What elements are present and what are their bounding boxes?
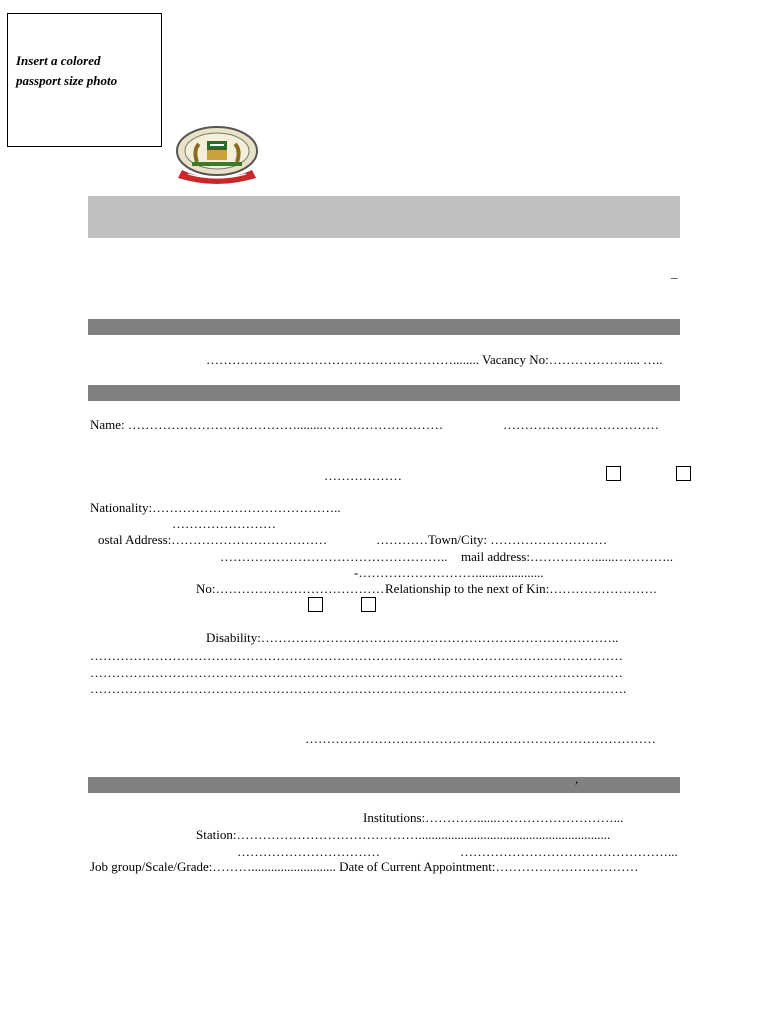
disability-line-3[interactable]: …………………………………………………………………………………………………………….	[90, 681, 627, 696]
photo-instruction-line2: passport size photo	[16, 73, 118, 88]
checkbox-2[interactable]	[676, 466, 691, 481]
form-title-band	[88, 196, 680, 238]
passport-photo-box	[7, 13, 162, 147]
town-city-field[interactable]: …………Town/City: ………………………	[376, 532, 608, 547]
checkbox-no[interactable]	[361, 597, 376, 612]
email-left-dots[interactable]: ……………………………………………..	[220, 549, 448, 564]
disability-field[interactable]: Disability:………………………………………………………………………..	[206, 630, 619, 645]
name-right-field[interactable]: ………………………………	[503, 417, 659, 432]
employment-left-dots[interactable]: ……………………………	[237, 844, 380, 859]
vacancy-number-field[interactable]: Vacancy No:……………….... …..	[482, 352, 663, 367]
vacancy-dots: …………………………………………………........	[206, 352, 479, 367]
name-field[interactable]: Name: …………………………………........…….…………………	[90, 417, 444, 432]
kin-dots-field[interactable]: -……………………….....................	[354, 565, 544, 580]
section-band-employment	[88, 777, 680, 793]
email-address-field[interactable]: mail address:……………......…………..	[461, 549, 673, 564]
stray-comma: ,	[575, 771, 579, 786]
institutions-field[interactable]: Institutions:…………......………………………...	[363, 810, 624, 825]
coat-of-arms-icon	[174, 124, 260, 184]
postal-dots-field[interactable]: ……………………	[172, 516, 276, 531]
station-field[interactable]: Station:……………………………………...........................................................	[196, 827, 611, 842]
checkbox-1[interactable]	[606, 466, 621, 481]
disability-line-1[interactable]: ……………………………………………………………………………………………………………	[90, 648, 623, 663]
job-group-field[interactable]: Job group/Scale/Grade:……….......................... Date of Current Appointment:……………………………	[90, 859, 639, 874]
kin-relationship-field[interactable]: Relationship to the next of Kin:…………………….	[385, 581, 657, 596]
employment-right-dots[interactable]: …………………………………………...	[460, 844, 678, 859]
nationality-field[interactable]: Nationality:……………………………………..	[90, 500, 341, 515]
kin-number-field[interactable]: No:…………………………………	[196, 581, 385, 596]
disability-line-2[interactable]: ……………………………………………………………………………………………………………	[90, 665, 623, 680]
mid-dots-field[interactable]: ………………	[324, 468, 402, 483]
checkbox-yes[interactable]	[308, 597, 323, 612]
photo-instruction-line1: Insert a colored	[16, 53, 101, 68]
section-band-vacancy	[88, 319, 680, 335]
postal-address-field[interactable]: ostal Address:………………………………	[98, 532, 328, 547]
signature-dots[interactable]: ………………………………………………………………………	[305, 731, 656, 746]
section-band-personal	[88, 385, 680, 401]
stray-dash: _	[671, 265, 678, 280]
photo-instruction	[16, 51, 156, 91]
